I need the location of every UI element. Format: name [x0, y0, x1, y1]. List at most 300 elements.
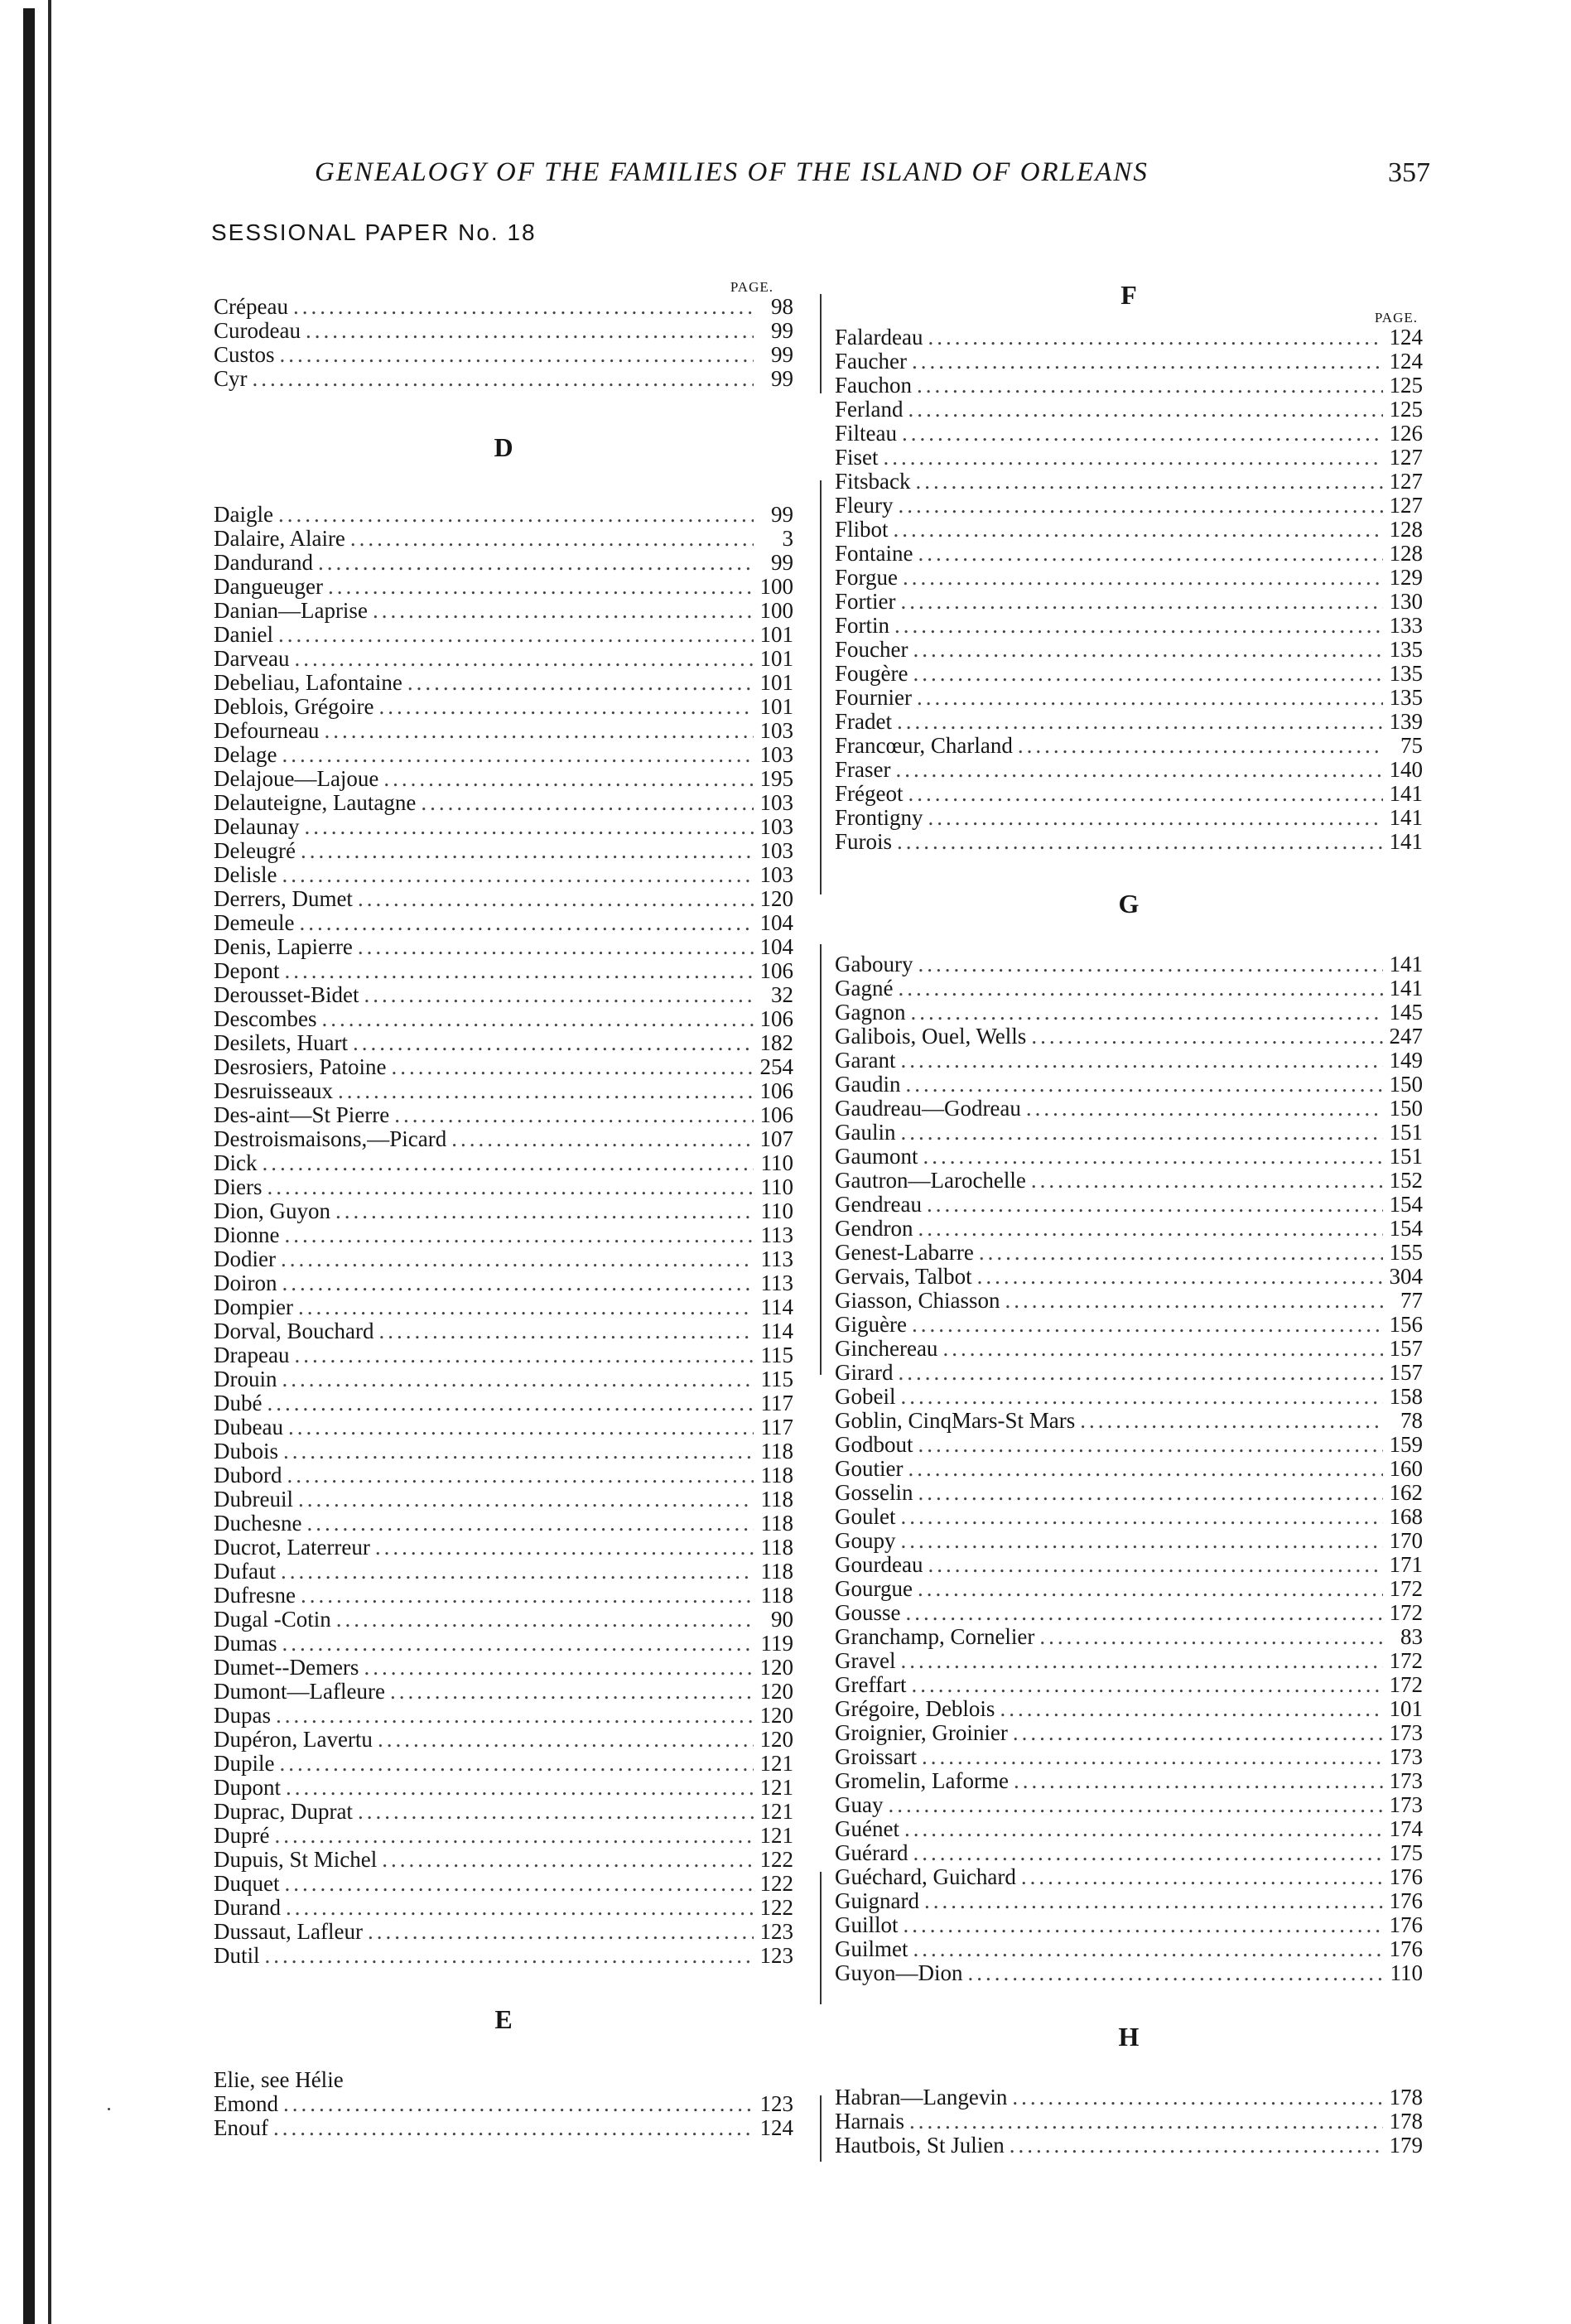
leader-dots [1005, 1289, 1383, 1313]
index-entry [214, 1007, 793, 1031]
index-entry [214, 1848, 793, 1872]
index-entry [835, 1817, 1423, 1841]
entry-name: Frégeot [835, 781, 904, 806]
leader-dots [373, 599, 754, 623]
page-column-label: PAGE. [1374, 310, 1418, 325]
entry-page: 172 [1389, 1648, 1423, 1673]
entry-page: 106 [759, 1078, 793, 1103]
entry-name: Drapeau [214, 1343, 290, 1367]
leader-dots [375, 1536, 754, 1560]
column-divider [820, 944, 822, 1375]
entry-page: 195 [759, 766, 793, 791]
entry-page: 101 [1389, 1696, 1423, 1721]
entry-name: Elie, see Hélie [214, 2067, 344, 2092]
entry-page: 173 [1389, 1768, 1423, 1793]
entry-name: Dufaut [214, 1559, 276, 1584]
entry-name: Gourgue [835, 1576, 913, 1601]
leader-dots [378, 695, 754, 719]
index-entry [214, 791, 793, 815]
entry-name: Dussaut, Lafleur [214, 1919, 363, 1944]
index-entry [835, 1457, 1423, 1481]
entry-name: Doiron [214, 1270, 277, 1295]
entry-name: Ginchereau [835, 1336, 938, 1361]
entry-page: 176 [1389, 1864, 1423, 1889]
leader-dots [262, 1151, 754, 1175]
entries-g [835, 952, 1423, 1985]
entry-name: Delage [214, 742, 277, 767]
section-heading-e: E [494, 2004, 513, 2034]
leader-dots [284, 1872, 754, 1896]
leader-dots [451, 1127, 754, 1151]
leader-dots [895, 758, 1383, 782]
entry-page: 121 [759, 1823, 793, 1848]
entry-name: Fournier [835, 685, 912, 710]
leader-dots [908, 782, 1383, 806]
entry-name: Gousse [835, 1600, 901, 1625]
entry-page: 118 [760, 1511, 793, 1536]
entry-name: Dupont [214, 1775, 281, 1800]
leader-dots [1031, 1025, 1383, 1049]
leader-dots [338, 1079, 754, 1103]
leader-dots [912, 1313, 1383, 1337]
index-entry [214, 1175, 793, 1199]
leader-dots [900, 1649, 1383, 1673]
entry-name: Fortin [835, 613, 890, 638]
entry-page: 149 [1389, 1048, 1423, 1073]
leader-dots [282, 1271, 754, 1295]
entry-name: Delajoue—Lajoue [214, 766, 379, 791]
entry-page: 174 [1389, 1816, 1423, 1841]
entry-page: 157 [1389, 1360, 1423, 1385]
entry-name: Guay [835, 1792, 884, 1817]
index-entry [214, 1944, 793, 1968]
entry-name: Dodier [214, 1246, 276, 1271]
entry-page: 173 [1389, 1744, 1423, 1769]
entry-page: 141 [1389, 952, 1423, 976]
entry-page: 154 [1389, 1216, 1423, 1241]
entry-name: Crépeau [214, 294, 288, 319]
index-entry [835, 782, 1423, 806]
leader-dots [288, 1415, 754, 1439]
entry-name: Groignier, Groinier [835, 1720, 1008, 1745]
entry-name: Falardeau [835, 325, 923, 350]
index-entry [214, 2068, 793, 2092]
entry-page: 101 [759, 670, 793, 695]
leader-dots [383, 767, 754, 791]
leader-dots [306, 319, 754, 343]
entry-name: Gendron [835, 1216, 913, 1241]
entry-name: Demeule [214, 910, 295, 935]
leader-dots [928, 1553, 1383, 1577]
leader-dots [281, 1560, 754, 1584]
leader-dots [294, 647, 754, 671]
entry-name: Dumont—Lafleure [214, 1679, 385, 1704]
index-entry [214, 647, 793, 671]
leader-dots [898, 1361, 1383, 1385]
entry-name: Gaboury [835, 952, 913, 976]
index-entry [214, 1271, 793, 1295]
leader-dots [901, 1121, 1384, 1145]
entry-page: 130 [1389, 589, 1423, 614]
entry-name: Descombes [214, 1006, 317, 1031]
entry-page: 178 [1389, 2085, 1423, 2109]
index-entry [214, 1512, 793, 1536]
index-entry [835, 976, 1423, 1000]
leader-dots [282, 863, 754, 887]
entry-page: 152 [1389, 1168, 1423, 1193]
index-entry [835, 566, 1423, 590]
index-entry [214, 551, 793, 575]
entry-page: 123 [759, 1943, 793, 1968]
leader-dots [284, 1223, 754, 1247]
leader-dots [304, 815, 754, 839]
leader-dots [282, 1632, 754, 1656]
entry-name: Guignard [835, 1888, 919, 1913]
entry-page: 115 [760, 1343, 793, 1367]
entry-name: Drouin [214, 1367, 277, 1391]
entry-page: 125 [1389, 397, 1423, 422]
entry-page: 122 [759, 1895, 793, 1920]
leader-dots [274, 1824, 754, 1848]
leader-dots [358, 887, 754, 911]
entry-page: 120 [759, 1655, 793, 1680]
entry-name: Gautron—Larochelle [835, 1168, 1026, 1193]
entry-name: Fitsback [835, 469, 911, 494]
index-entry [214, 815, 793, 839]
leader-dots [928, 325, 1383, 350]
entry-page: 83 [1400, 1624, 1423, 1649]
entry-name: Granchamp, Cornelier [835, 1624, 1035, 1649]
leader-dots [1010, 2134, 1383, 2158]
index-entry [835, 1193, 1423, 1217]
entry-page: 157 [1389, 1336, 1423, 1361]
index-entry [835, 374, 1423, 398]
section-heading-h: H [1118, 2022, 1140, 2052]
leader-dots [283, 1439, 754, 1463]
leader-dots [394, 1103, 754, 1127]
entry-page: 175 [1389, 1840, 1423, 1865]
entries-d [214, 503, 793, 1968]
entry-page: 304 [1389, 1264, 1423, 1289]
leader-dots [888, 1793, 1383, 1817]
index-entry [835, 1049, 1423, 1073]
index-entry [835, 710, 1423, 734]
entry-page: 99 [771, 502, 793, 527]
entry-page: 141 [1389, 805, 1423, 830]
index-entry [835, 2109, 1423, 2134]
index-entry [214, 1463, 793, 1487]
entry-page: 127 [1389, 469, 1423, 494]
leader-dots [278, 503, 754, 527]
leader-dots [282, 1367, 754, 1391]
entry-page: 141 [1389, 781, 1423, 806]
index-entry [835, 806, 1423, 830]
entry-page: 145 [1389, 1000, 1423, 1025]
leader-dots [918, 1481, 1384, 1505]
entry-page: 118 [760, 1535, 793, 1560]
entry-page: 160 [1389, 1456, 1423, 1481]
leader-dots [286, 1776, 754, 1800]
entry-name: Giasson, Chiasson [835, 1288, 1000, 1313]
index-entry [835, 686, 1423, 710]
index-entry [214, 527, 793, 551]
leader-dots [1012, 2085, 1383, 2109]
leader-dots [908, 1457, 1383, 1481]
index-entry [835, 614, 1423, 638]
index-entry [835, 1025, 1423, 1049]
entry-page: 103 [759, 814, 793, 839]
entry-page: 168 [1389, 1504, 1423, 1529]
entry-name: Des-aint—St Pierre [214, 1102, 390, 1127]
entry-name: Dandurand [214, 550, 313, 575]
entry-name: Gagné [835, 976, 894, 1000]
index-entry [214, 863, 793, 887]
index-entry [835, 1217, 1423, 1241]
entry-name: Depont [214, 958, 280, 983]
entry-name: Dubreuil [214, 1487, 293, 1512]
index-entry [214, 623, 793, 647]
index-entry [835, 1505, 1423, 1529]
entry-name: Frontigny [835, 805, 923, 830]
leader-dots [278, 623, 754, 647]
leader-dots [905, 1073, 1383, 1097]
entry-page: 141 [1389, 976, 1423, 1000]
index-entry [835, 1769, 1423, 1793]
entry-name: Debeliau, Lafontaine [214, 670, 402, 695]
entry-page: 127 [1389, 493, 1423, 518]
index-entry [835, 830, 1423, 854]
entry-name: Gaulin [835, 1120, 896, 1145]
index-entry [835, 325, 1423, 350]
entry-page: 182 [759, 1030, 793, 1055]
entry-page: 101 [759, 694, 793, 719]
entry-page: 117 [760, 1415, 793, 1439]
entry-name: Curodeau [214, 318, 301, 343]
entry-page: 133 [1389, 613, 1423, 638]
entry-page: 135 [1389, 661, 1423, 686]
section-heading-f: F [1120, 280, 1137, 310]
entry-name: Dutil [214, 1943, 260, 1968]
index-entry [214, 1343, 793, 1367]
entry-page: 176 [1389, 1912, 1423, 1937]
entry-name: Dumas [214, 1631, 277, 1656]
entry-name: Derrers, Dumet [214, 886, 353, 911]
entry-name: Goupy [835, 1528, 896, 1553]
entry-page: 110 [1390, 1960, 1423, 1985]
leader-dots [901, 1505, 1384, 1529]
index-entry [214, 1752, 793, 1776]
index-entry [214, 1536, 793, 1560]
leader-dots [407, 671, 754, 695]
column-divider [820, 480, 822, 894]
entry-page: 90 [771, 1607, 793, 1632]
index-entry [835, 1553, 1423, 1577]
entry-page: 118 [760, 1583, 793, 1608]
leader-dots [923, 1145, 1384, 1169]
index-entry [835, 1649, 1423, 1673]
entry-page: 150 [1389, 1072, 1423, 1097]
entry-name: Duprac, Duprat [214, 1799, 353, 1824]
entry-page: 124 [759, 2115, 793, 2140]
index-entry [835, 1337, 1423, 1361]
index-entry [214, 319, 793, 343]
index-column-left [214, 280, 793, 2140]
entry-page: 123 [759, 2091, 793, 2116]
leader-dots [421, 791, 754, 815]
entry-name: Gourdeau [835, 1552, 923, 1577]
entry-name: Dionne [214, 1222, 280, 1247]
entry-page: 113 [760, 1270, 793, 1295]
leader-dots [293, 295, 754, 319]
entry-page: 120 [759, 1703, 793, 1728]
entry-page: 103 [759, 718, 793, 743]
index-entry [214, 599, 793, 623]
entry-page: 75 [1400, 733, 1423, 758]
leader-dots [280, 343, 754, 367]
leader-dots [904, 1913, 1383, 1937]
leader-dots [927, 1193, 1383, 1217]
leader-dots [358, 935, 754, 959]
index-entry [835, 1673, 1423, 1697]
entry-name: Filteau [835, 421, 897, 446]
entry-page: 113 [760, 1246, 793, 1271]
index-entry [835, 1289, 1423, 1313]
entry-page: 101 [759, 622, 793, 647]
leader-dots [897, 830, 1383, 854]
entry-page: 172 [1389, 1576, 1423, 1601]
entry-name: Gaumont [835, 1144, 918, 1169]
entry-page: 99 [771, 366, 793, 391]
entry-page: 103 [759, 838, 793, 863]
leader-dots [900, 1049, 1383, 1073]
entries-c [214, 295, 793, 391]
leader-dots [913, 662, 1383, 686]
index-entry [214, 1391, 793, 1415]
entry-page: 129 [1389, 565, 1423, 590]
entry-page: 124 [1389, 349, 1423, 374]
entry-name: Gendreau [835, 1192, 922, 1217]
index-entry [835, 1000, 1423, 1025]
entry-page: 176 [1389, 1936, 1423, 1961]
leader-dots [908, 398, 1383, 422]
index-entry [214, 2092, 793, 2116]
entry-name: Dick [214, 1150, 258, 1175]
leader-dots [917, 374, 1383, 398]
index-entry [214, 1608, 793, 1632]
index-entry [835, 398, 1423, 422]
index-entry [835, 590, 1423, 614]
index-entry [835, 446, 1423, 470]
leader-dots [897, 710, 1383, 734]
entry-page: 123 [759, 1919, 793, 1944]
entries-e [214, 2068, 793, 2140]
entry-page: 99 [771, 342, 793, 367]
index-entry [214, 1127, 793, 1151]
entry-name: Fiset [835, 445, 879, 470]
index-entry [835, 542, 1423, 566]
entry-name: Goblin, CinqMars-St Mars [835, 1408, 1076, 1433]
index-entry [835, 1241, 1423, 1265]
entry-page: 172 [1389, 1672, 1423, 1697]
entry-name: Fontaine [835, 541, 913, 566]
entry-page: 172 [1389, 1600, 1423, 1625]
leader-dots [911, 1673, 1383, 1697]
index-entry [835, 2085, 1423, 2109]
entry-name: Gravel [835, 1648, 896, 1673]
index-entry [214, 1920, 793, 1944]
index-entry [214, 1872, 793, 1896]
index-entry [835, 1145, 1423, 1169]
leader-dots [281, 1247, 754, 1271]
index-entry [835, 422, 1423, 446]
entry-page: 114 [760, 1295, 793, 1319]
entry-name: Dupéron, Lavertu [214, 1727, 373, 1752]
index-entry [835, 1529, 1423, 1553]
entry-name: Ducrot, Laterreur [214, 1535, 370, 1560]
index-entry [835, 2134, 1423, 2158]
entry-name: Gobeil [835, 1384, 896, 1409]
entry-page: 124 [1389, 325, 1423, 350]
entry-page: 151 [1389, 1120, 1423, 1145]
index-entry [835, 1265, 1423, 1289]
leader-dots [321, 1007, 754, 1031]
leader-dots [913, 638, 1383, 662]
entry-name: Danian—Laprise [214, 598, 368, 623]
entry-name: Gervais, Talbot [835, 1264, 972, 1289]
index-entry [835, 1961, 1423, 1985]
entry-page: 120 [759, 886, 793, 911]
leader-dots [336, 1608, 754, 1632]
entry-name: Dubord [214, 1463, 282, 1487]
leader-dots [287, 1463, 754, 1487]
entry-name: Fougère [835, 661, 908, 686]
leader-dots [903, 566, 1383, 590]
index-entry [214, 1824, 793, 1848]
entry-name: Dumet--Demers [214, 1655, 359, 1680]
index-entry [214, 1319, 793, 1343]
leader-dots [901, 590, 1384, 614]
entry-page: 103 [759, 862, 793, 887]
index-entry [214, 1199, 793, 1223]
leader-dots [1080, 1409, 1383, 1433]
leader-dots [906, 1601, 1384, 1625]
entry-page: 135 [1389, 685, 1423, 710]
leader-dots [928, 806, 1383, 830]
entry-name: Foucher [835, 637, 908, 662]
entry-page: 106 [759, 1102, 793, 1127]
entry-name: Forgue [835, 565, 899, 590]
entry-page: 3 [782, 526, 793, 551]
index-entry [214, 503, 793, 527]
entry-name: Fraser [835, 757, 891, 782]
entry-name: Darveau [214, 646, 290, 671]
entry-page: 254 [759, 1054, 793, 1079]
entry-name: Faucher [835, 349, 907, 374]
leader-dots [922, 1745, 1383, 1769]
entry-page: 118 [760, 1439, 793, 1463]
index-entry [835, 638, 1423, 662]
leader-dots [901, 1385, 1384, 1409]
index-entry [835, 1169, 1423, 1193]
leader-dots [918, 542, 1384, 566]
entry-name: Cyr [214, 366, 248, 391]
leader-dots [391, 1055, 754, 1079]
index-entry [835, 1937, 1423, 1961]
entry-page: 118 [760, 1559, 793, 1584]
entry-name: Groissart [835, 1744, 917, 1769]
leader-dots [904, 1817, 1383, 1841]
index-entry [214, 2116, 793, 2140]
